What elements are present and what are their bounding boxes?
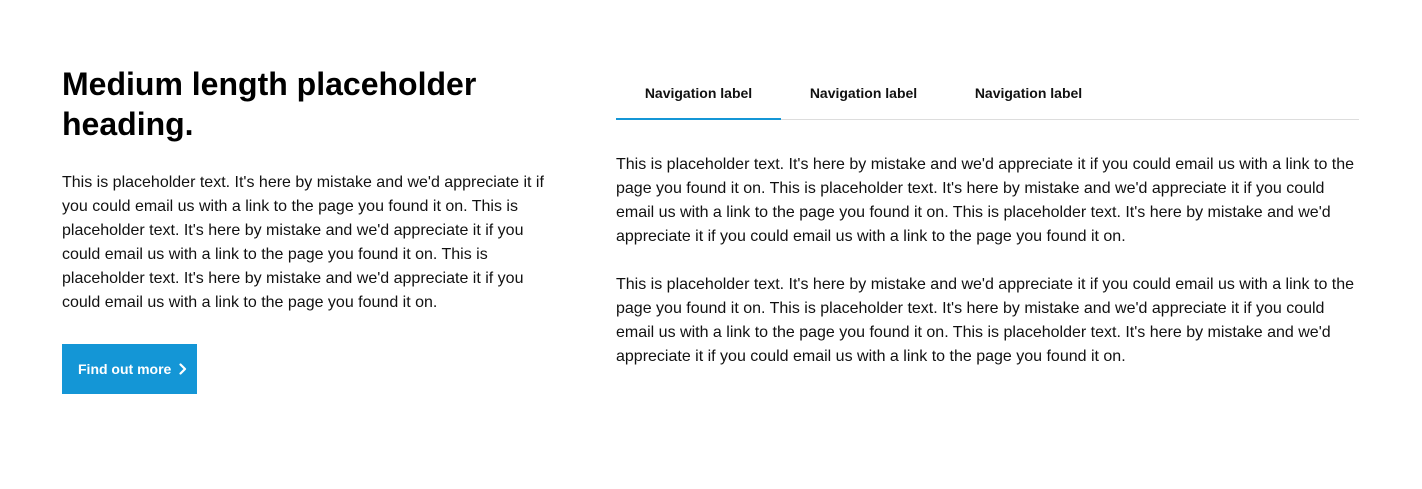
tab-panel-paragraph-1: This is placeholder text. It's here by mistake and we'd appreciate it if you could email us with a link to the page you found it on. This is placeholder text. It's here by mistake and we'd appreciate it if you could email us with a link to the page you found it on. This is placeholder text. It's here by mistake and we'd appreciate it if you could email us with a link to the page you found it on. bbox=[616, 156, 1355, 245]
intro-section bbox=[62, 64, 554, 315]
tab-bar bbox=[616, 66, 1359, 120]
tab-navigation-label-2[interactable]: Navigation label bbox=[809, 84, 918, 101]
tab-panel bbox=[616, 153, 1359, 369]
page-heading: Medium length placeholder heading. bbox=[62, 66, 477, 142]
chevron-right-icon bbox=[179, 363, 187, 375]
intro-text: This is placeholder text. It's here by mistake and we'd appreciate it if you could email us with a link to the page you found it on. This is placeholder text. It's here by mistake and we'd appreciate it if you could email us with a link to the page you found it on. This is placeholder text. It's here by mistake and we'd appreciate it if you could email us with a link to the page you found it on. bbox=[62, 174, 544, 311]
find-out-more-label: Find out more bbox=[78, 361, 172, 377]
tab-navigation-label-1[interactable]: Navigation label bbox=[616, 66, 781, 119]
tab-panel-paragraph-2: This is placeholder text. It's here by mistake and we'd appreciate it if you could email us with a link to the page you found it on. This is placeholder text. It's here by mistake and we'd appreciate it if you could email us with a link to the page you found it on. This is placeholder text. It's here by mistake and we'd appreciate it if you could email us with a link to the page you found it on. bbox=[616, 276, 1355, 365]
tabbed-content bbox=[616, 66, 1359, 369]
find-out-more-button[interactable] bbox=[62, 344, 197, 394]
tab-navigation-label-3[interactable]: Navigation label bbox=[974, 84, 1083, 101]
